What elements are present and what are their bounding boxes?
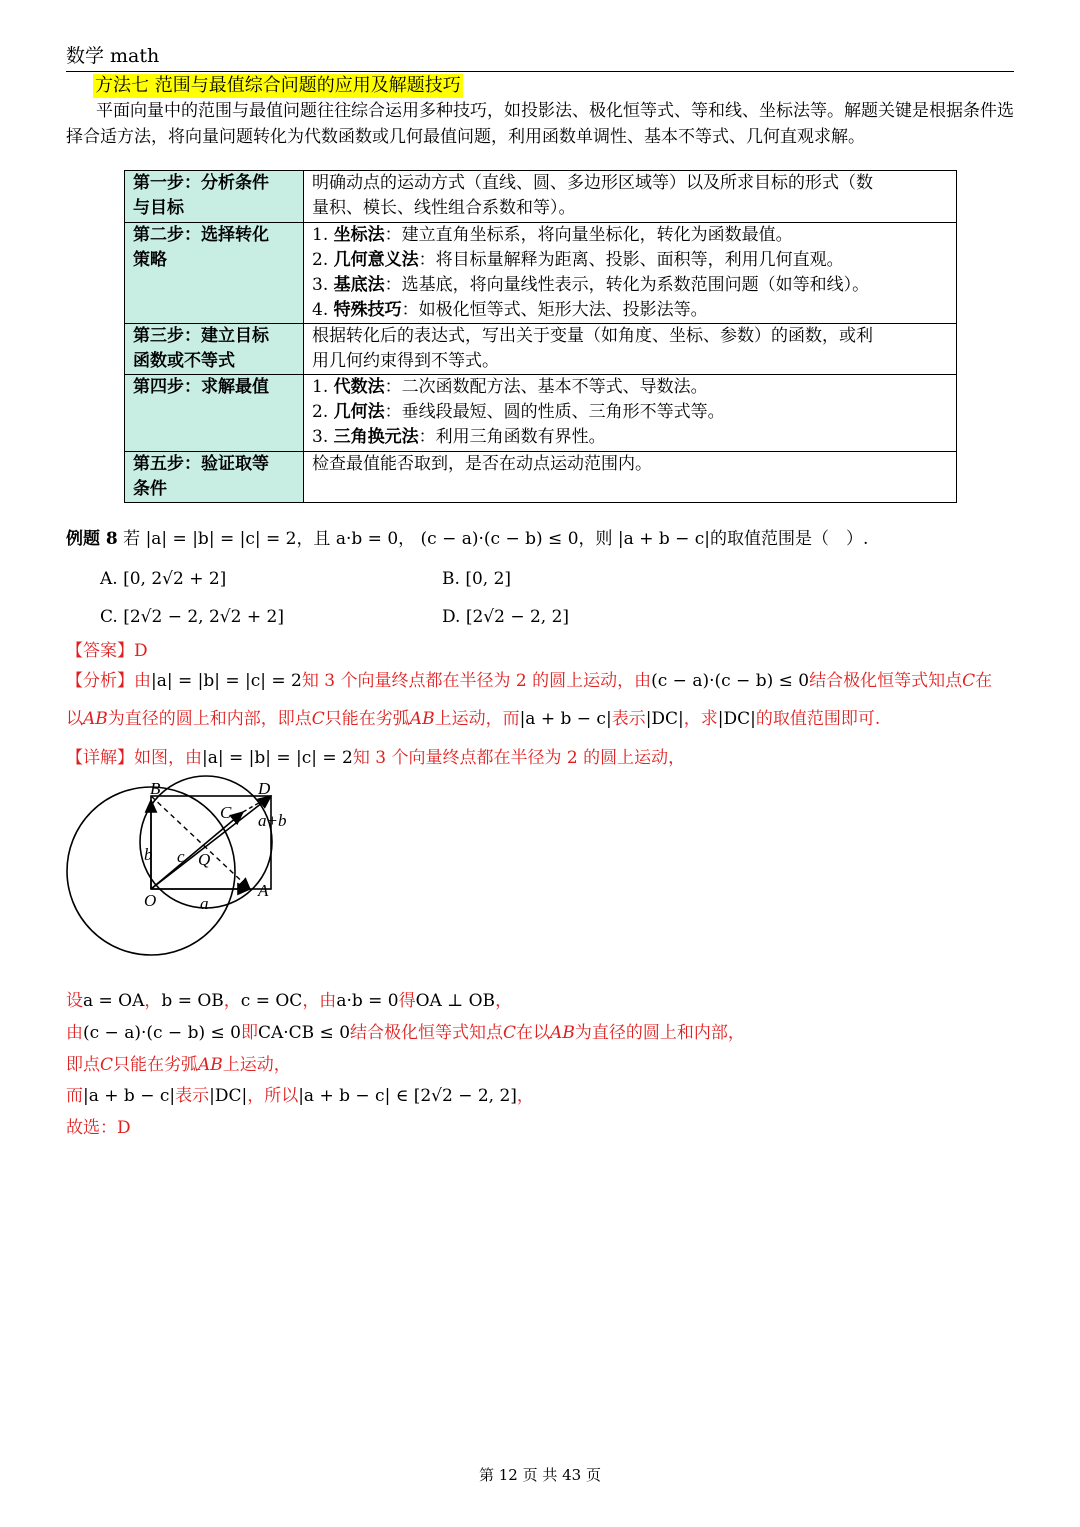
option-c: C. [2√2 − 2, 2√2 + 2] [100, 607, 284, 627]
solution-line-4: 而|a + b − c|表示|DC|，所以|a + b − c| ∈ [2√2 − 2, 2]， [66, 1086, 534, 1106]
label-b: b [144, 845, 153, 864]
label-a-plus-b: a+b [258, 811, 287, 830]
intro-text: 平面向量中的范围与最值问题往往综合运用多种技巧，如投影法、极化恒等式、等和线、坐标法等。解题关键是根据条件选择合适方法，将向量问题转化为代数函数或几何最值问题，利用函数单调性、基本不等式、几何直观求解。 [66, 101, 1014, 147]
step-5-name: 第五步：验证取等 条件 [125, 452, 304, 503]
label-c: c [177, 847, 185, 866]
question-tag: 例题 8 [66, 529, 118, 549]
solution-line-2: 由(c − a)·(c − b) ≤ 0即CA·CB ≤ 0结合极化恒等式知点C在以AB为直径的圆上和内部， [66, 1023, 745, 1043]
analysis-line-2: 以AB为直径的圆上和内部，即点C只能在劣弧AB上运动，而|a + b − c|表示|DC|，求|DC|的取值范围即可. [66, 709, 881, 729]
method-title: 方法七 范围与最值综合问题的应用及解题技巧 [95, 75, 461, 96]
solution-line-5: 故选：D [66, 1118, 131, 1138]
steps-table [124, 170, 957, 503]
vector-a-plus-b [151, 796, 271, 889]
step-row-2 [125, 223, 957, 324]
step-2-item-1: 1. 坐标法：建立直角坐标系，将向量坐标化，转化为函数最值。 [312, 225, 793, 245]
step-5-desc: 检查最值能否取到，是否在动点运动范围内。 [304, 452, 957, 503]
step-1-name: 第一步：分析条件 与目标 [125, 171, 304, 223]
step-2-desc [304, 223, 957, 324]
cond-dot-zero: a·b = 0 [335, 529, 399, 549]
step-row-1 [125, 171, 957, 223]
target-expr: |a + b − c| [617, 529, 711, 549]
step-row-4 [125, 375, 957, 452]
example-question: 例题 8 若 |a| = |b| = |c| = 2，且 a·b = 0， (c − a)·(c − b) ≤ 0，则 |a + b − c|的取值范围是（ ）. [66, 529, 869, 549]
step-2-item-3: 3. 基底法：选基底，将向量线性表示，转化为系数范围问题（如等和线）。 [312, 275, 870, 295]
option-d: D. [2√2 − 2, 2] [442, 607, 570, 627]
step-3-name: 第三步：建立目标 函数或不等式 [125, 324, 304, 375]
step-2-name: 第二步：选择转化 策略 [125, 223, 304, 324]
method-intro [66, 98, 1016, 150]
header-title: 数学 math [66, 45, 160, 67]
solution-line-1: 设a = OA，b = OB，c = OC，由a·b = 0得OA ⊥ OB， [66, 991, 513, 1011]
label-A: A [258, 881, 269, 900]
page-number: 第 12 页 共 43 页 [478, 1466, 601, 1484]
step-row-3 [125, 324, 957, 375]
page-footer [0, 1464, 1080, 1485]
page-header [66, 42, 1014, 72]
analysis-line-1: 【分析】由|a| = |b| = |c| = 2知 3 个向量终点都在半径为 2 的圆上运动，由(c − a)·(c − b) ≤ 0结合极化恒等式知点C在 [66, 671, 993, 691]
step-3-desc: 根据转化后的表达式，写出关于变量（如角度、坐标、参数）的函数，或利 用几何约束得到不等式。 [304, 324, 957, 375]
answer-line: 【答案】D [66, 641, 148, 661]
detail-line-1: 【详解】如图，由|a| = |b| = |c| = 2知 3 个向量终点都在半径为 2 的圆上运动， [66, 748, 686, 768]
step-4-desc [304, 375, 957, 452]
label-Q: Q [198, 850, 211, 869]
step-4-item-2: 2. 几何法：垂线段最短、圆的性质、三角形不等式等。 [312, 402, 725, 422]
step-2-item-4: 4. 特殊技巧：如极化恒等式、矩形大法、投影法等。 [312, 300, 708, 320]
step-2-item-2: 2. 几何意义法：将目标量解释为距离、投影、面积等，利用几何直观。 [312, 250, 844, 270]
solution-line-3: 即点C只能在劣弧AB上运动， [66, 1055, 291, 1075]
step-row-5 [125, 452, 957, 503]
step-4-name: 第四步：求解最值 [125, 375, 304, 452]
option-a: A. [0, 2√2 + 2] [100, 569, 227, 589]
cond-magnitudes: |a| = |b| = |c| = 2 [145, 529, 297, 549]
label-B: B [150, 779, 161, 798]
label-C: C [220, 803, 232, 822]
option-b: B. [0, 2] [442, 569, 512, 589]
step-4-item-3: 3. 三角换元法：利用三角函数有界性。 [312, 427, 606, 447]
label-D: D [258, 779, 271, 798]
step-4-item-1: 1. 代数法：二次函数配方法、基本不等式、导数法。 [312, 377, 708, 397]
vector-diagram [60, 770, 320, 970]
step-1-desc: 明确动点的运动方式（直线、圆、多边形区域等）以及所求目标的形式（数 量积、模长、线性组合系数和等）。 [304, 171, 957, 223]
label-O: O [144, 891, 157, 910]
cond-inequality: (c − a)·(c − b) ≤ 0 [420, 529, 579, 549]
answer-value: D [134, 641, 148, 661]
label-a: a [200, 894, 209, 913]
